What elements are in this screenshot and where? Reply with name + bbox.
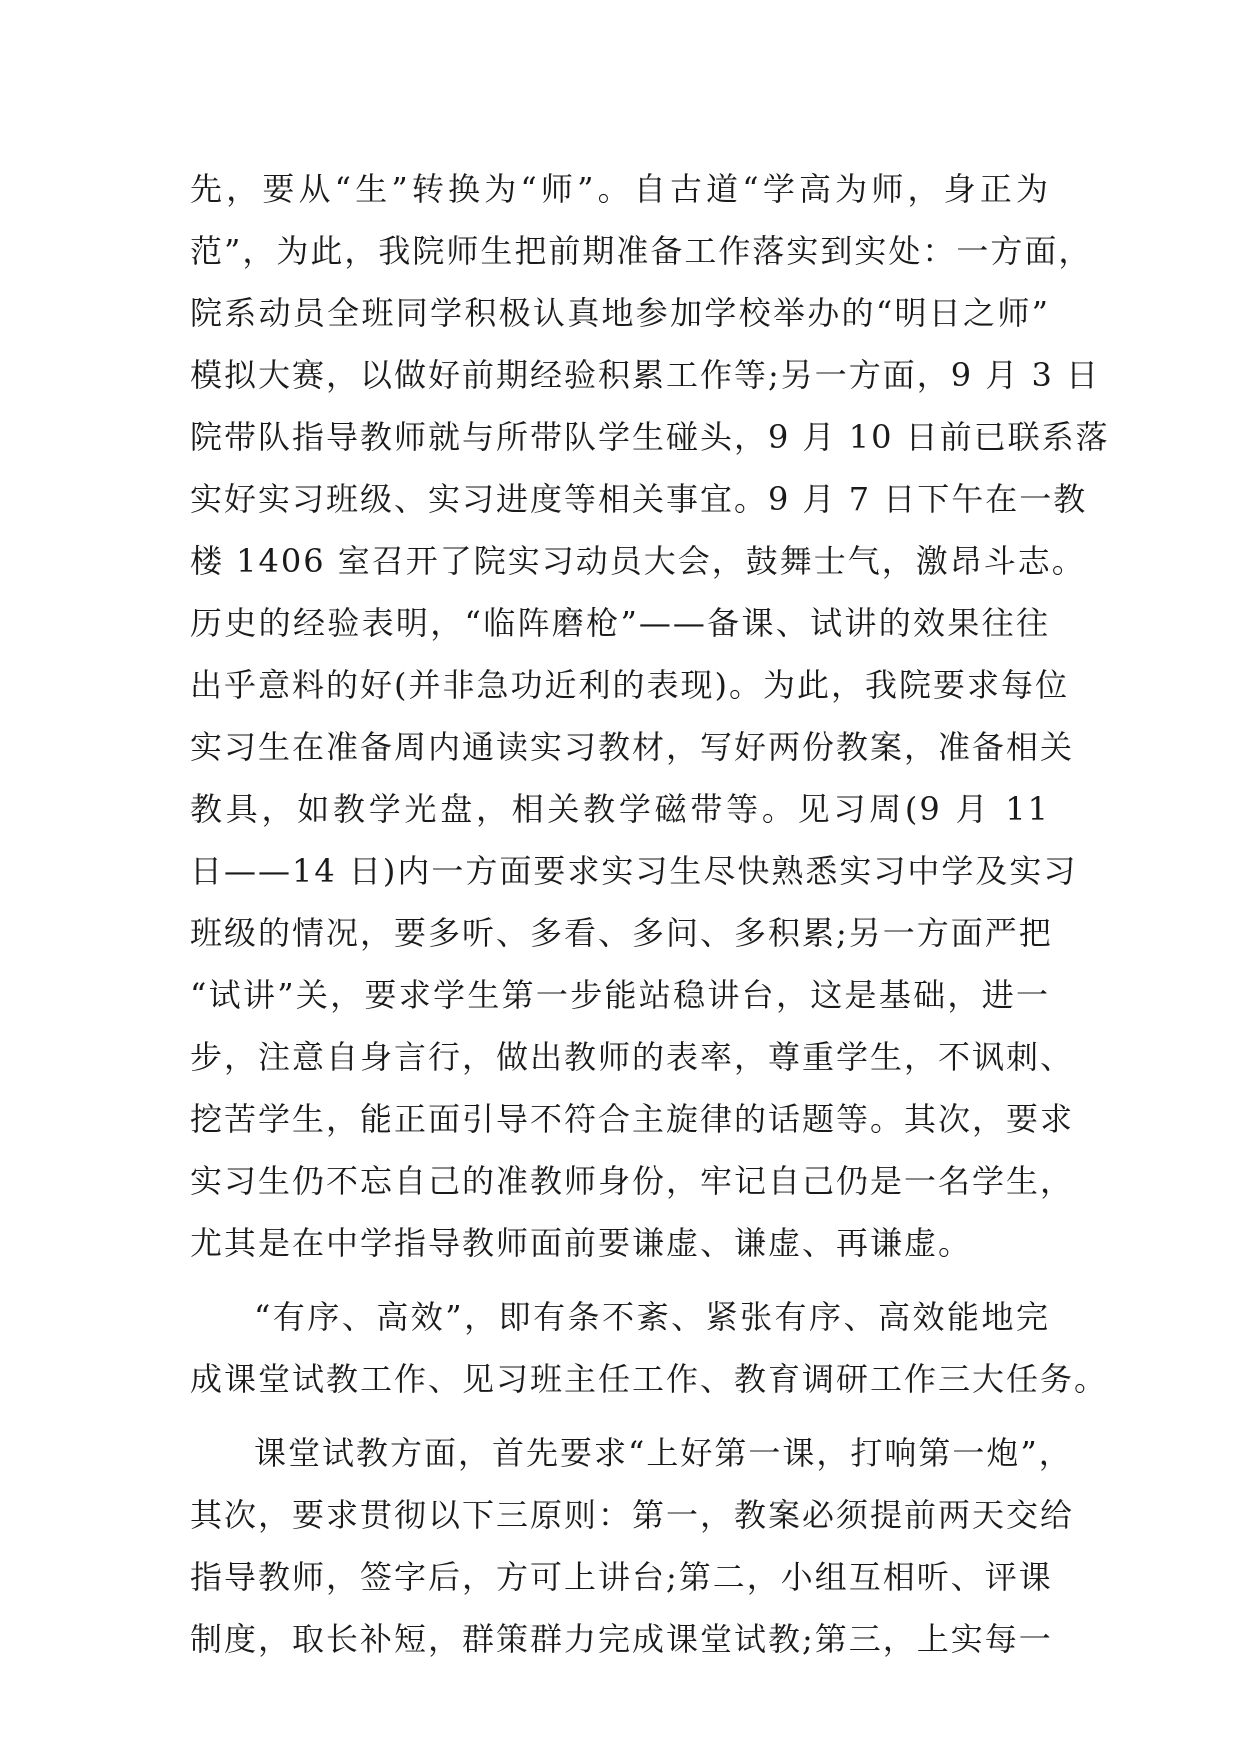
- text-line: “试讲”关，要求学生第一步能站稳讲台，这是基础，进一: [190, 976, 1050, 1014]
- text-line: 步，注意自身言行，做出教师的表率，尊重学生，不讽刺、: [190, 1038, 1075, 1076]
- text-line: 范”，为此，我院师生把前期准备工作落实到实处：一方面，: [190, 232, 1093, 270]
- paragraph-classroom-teaching: [190, 1422, 1075, 1670]
- paragraph-gap: [190, 1410, 1050, 1422]
- text-line: 班级的情况，要多听、多看、多问、多积累;另一方面严把: [190, 914, 1053, 952]
- text-line: 教具，如教学光盘，相关教学磁带等。见习周(9 月 11: [190, 790, 1050, 828]
- text-line: 制度，取长补短，群策群力完成课堂试教;第三，上实每一: [190, 1620, 1053, 1658]
- text-line: 实习生在准备周内通读实习教材，写好两份教案，准备相关: [190, 728, 1075, 766]
- text-line: 课堂试教方面，首先要求“上好第一课，打响第一炮”，: [254, 1434, 1073, 1472]
- text-line: 日——14 日)内一方面要求实习生尽快熟悉实习中学及实习: [190, 852, 1078, 890]
- paragraph-preparation: [190, 158, 1110, 1274]
- text-line: 成课堂试教工作、见习班主任工作、教育调研工作三大任务。: [190, 1360, 1109, 1398]
- text-line: 模拟大赛，以做好前期经验积累工作等;另一方面，9 月 3 日: [190, 356, 1101, 394]
- text-line: 楼 1406 室召开了院实习动员大会，鼓舞士气，激昂斗志。: [190, 542, 1086, 580]
- text-line: 出乎意料的好(并非急功近利的表现)。为此，我院要求每位: [190, 666, 1069, 704]
- text-line: 其次，要求贯彻以下三原则：第一，教案必须提前两天交给: [190, 1496, 1075, 1534]
- text-line: “有序、高效”，即有条不紊、紧张有序、高效能地完: [254, 1298, 1050, 1336]
- text-line: 先，要从“生”转换为“师”。自古道“学高为师，身正为: [190, 170, 1050, 208]
- text-line: 院系动员全班同学积极认真地参加学校举办的“明日之师”: [190, 294, 1050, 332]
- text-line: 指导教师，签字后，方可上讲台;第二，小组互相听、评课: [190, 1558, 1053, 1596]
- text-line: 实好实习班级、实习进度等相关事宜。9 月 7 日下午在一教: [190, 480, 1088, 518]
- text-line: 历史的经验表明，“临阵磨枪”——备课、试讲的效果往往: [190, 604, 1050, 642]
- text-line: 实习生仍不忘自己的准教师身份，牢记自己仍是一名学生，: [190, 1162, 1075, 1200]
- text-line: 院带队指导教师就与所带队学生碰头，9 月 10 日前已联系落: [190, 418, 1110, 456]
- document-body: [190, 158, 1110, 1670]
- paragraph-orderly-efficient: [190, 1286, 1109, 1410]
- text-line: 尤其是在中学指导教师面前要谦虚、谦虚、再谦虚。: [190, 1224, 973, 1262]
- paragraph-gap: [190, 1274, 1050, 1286]
- text-line: 挖苦学生，能正面引导不符合主旋律的话题等。其次，要求: [190, 1100, 1075, 1138]
